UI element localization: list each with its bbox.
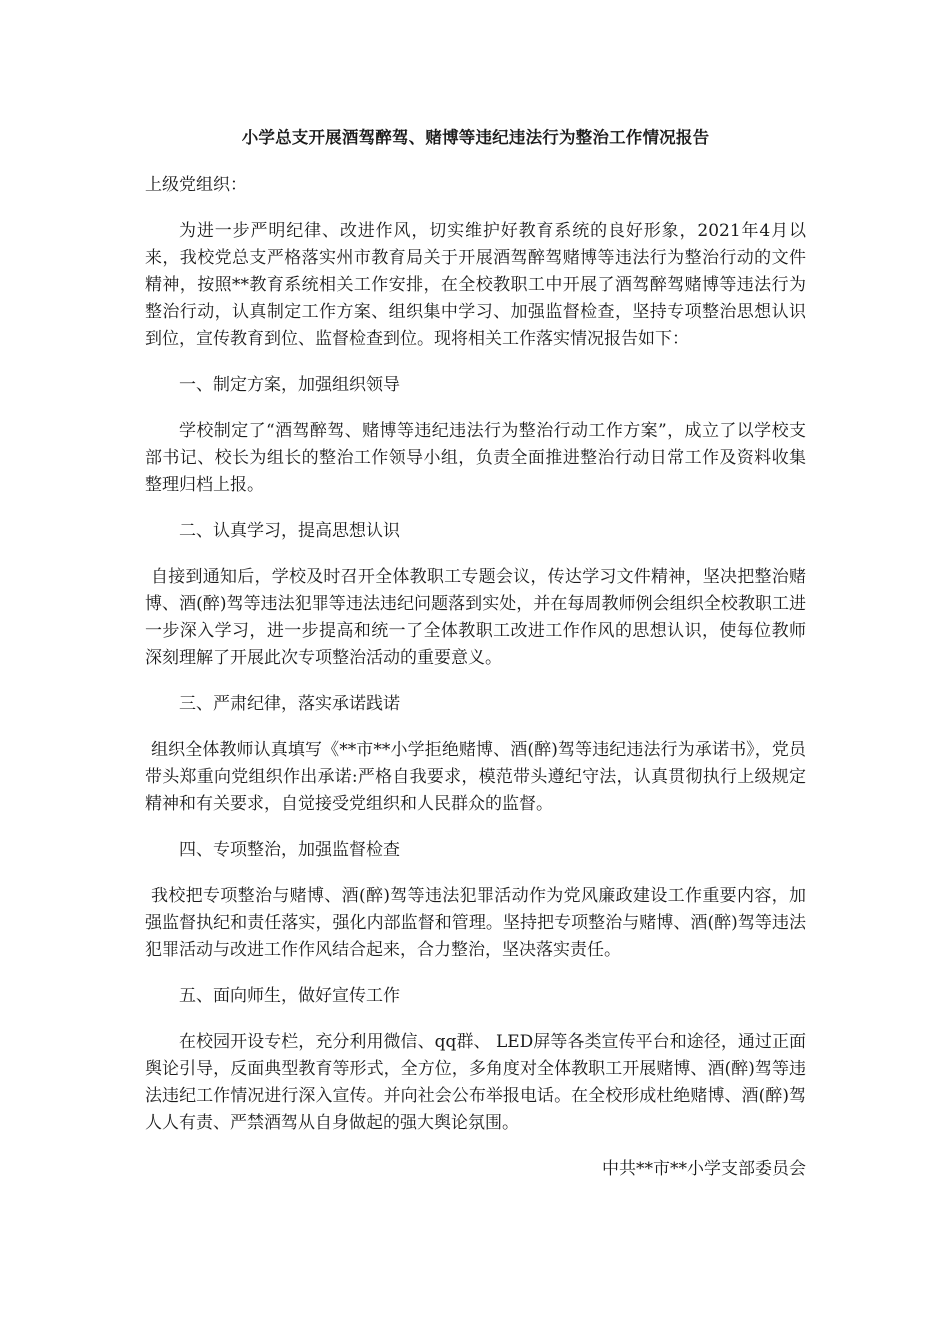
section-body-1: 学校制定了“酒驾醉驾、赌博等违纪违法行为整治行动工作方案”，成立了以学校支部书记、校长为组长的整治工作领导小组，负责全面推进整治行动日常工作及资料收集整理归档上报。 [145,421,806,495]
section-body-2: 自接到通知后，学校及时召开全体教职工专题会议，传达学习文件精神，坚决把整治赌博、酒(醉)驾等违法犯罪等违法违纪问题落到实处，并在每周教师例会组织全校教职工进一步深入学习，进一步提高和统一了全体教职工改进工作作风的思想认识，使每位教师深刻理解了开展此次专项整治活动的重要意义。 [145,567,806,668]
document-title: 小学总支开展酒驾醉驾、赌博等违纪违法行为整治工作情况报告 [241,128,710,147]
section-heading-5: 五、面向师生，做好宣传工作 [179,986,400,1006]
section-body-3: 组织全体教师认真填写《**市**小学拒绝赌博、酒(醉)驾等违纪违法行为承诺书》，党员带头郑重向党组织作出承诺:严格自我要求，模范带头遵纪守法，认真贯彻执行上级规定精神和有关要求，自觉接受党组织和人民群众的监督。 [145,740,806,814]
section-heading-2: 二、认真学习，提高思想认识 [179,521,400,541]
section-body-4: 我校把专项整治与赌博、酒(醉)驾等违法犯罪活动作为党风廉政建设工作重要内容，加强监督执纪和责任落实，强化内部监督和管理。坚持把专项整治与赌博、酒(醉)驾等违法犯罪活动与改进工作作风结合起来，合力整治，坚决落实责任。 [145,886,806,960]
section-heading-3: 三、严肃纪律，落实承诺践诺 [179,694,400,714]
document-page [145,124,806,1183]
section-body-5: 在校园开设专栏，充分利用微信、qq群、 LED屏等各类宣传平台和途径，通过正面舆论引导，反面典型教育等形式，全方位，多角度对全体教职工开展赌博、酒(醉)驾等违法违纪工作情况进行深入宣传。并向社会公布举报电话。在全校形成杜绝赌博、酒(醉)驾人人有责、严禁酒驾从自身做起的强大舆论氛围。 [145,1032,806,1133]
signature: 中共**市**小学支部委员会 [602,1159,806,1179]
intro-paragraph: 为进一步严明纪律、改进作风，切实维护好教育系统的良好形象，2021年4月以来，我校党总支严格落实州市教育局关于开展酒驾醉驾赌博等违法行为整治行动的文件精神，按照**教育系统相关工作安排，在全校教职工中开展了酒驾醉驾赌博等违法行为整治行动，认真制定工作方案、组织集中学习、加强监督检查，坚持专项整治思想认识到位，宣传教育到位、监督检查到位。现将相关工作落实情况报告如下： [145,221,806,349]
section-heading-1: 一、制定方案，加强组织领导 [179,375,400,395]
section-heading-4: 四、专项整治，加强监督检查 [179,840,400,860]
salutation: 上级党组织： [145,175,247,195]
